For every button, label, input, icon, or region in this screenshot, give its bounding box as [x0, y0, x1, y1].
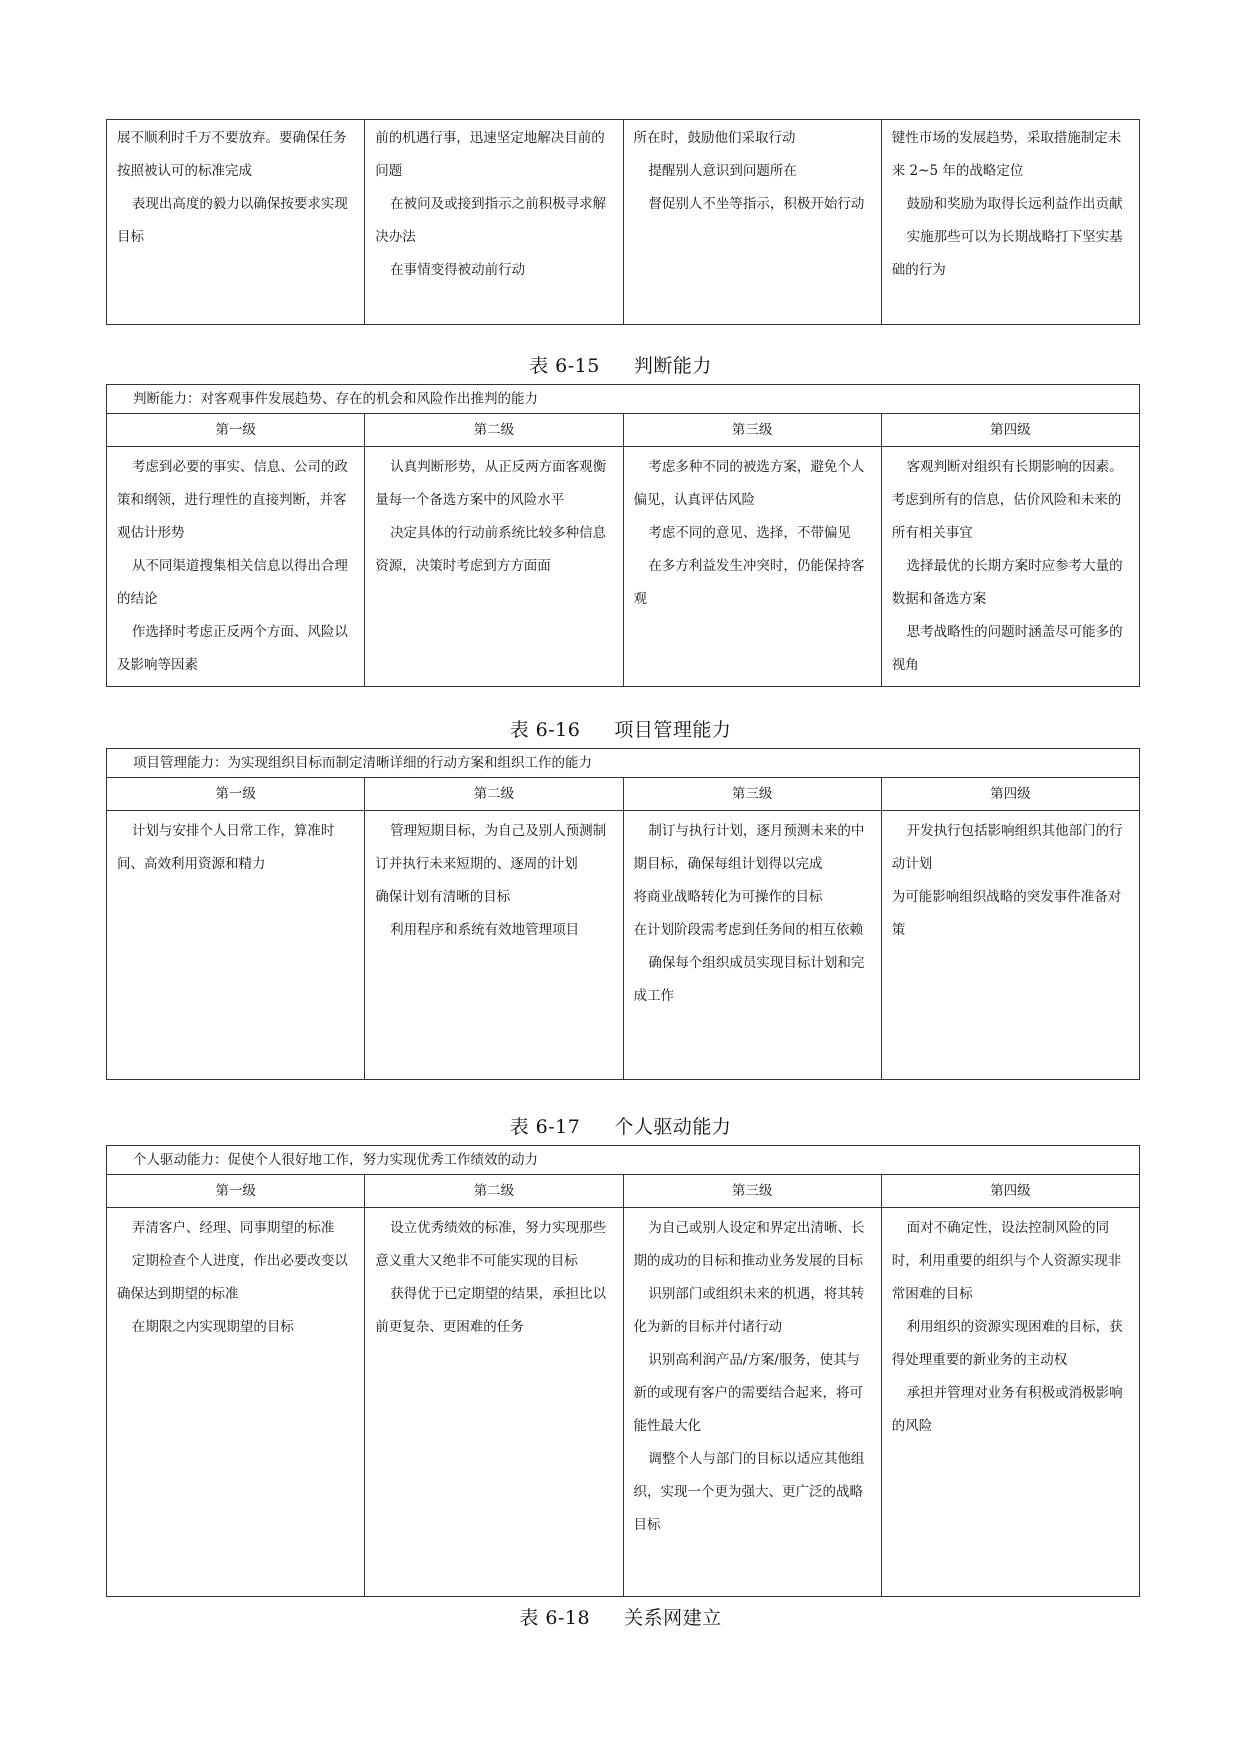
list-item: 利用程序和系统有效地管理项目: [390, 922, 580, 938]
list-item: 调整个人与部门的目标以适应其他组织，实现一个更为强大、更广泛的战略目标: [633, 1451, 865, 1533]
level-header: 第二级: [365, 414, 623, 447]
list-item: 面对不确定性，设法控制风险的同时，利用重要的组织与个人资源实现非常困难的目标: [891, 1220, 1122, 1302]
level-header: 第二级: [365, 778, 623, 811]
table-header-row: [107, 778, 1140, 811]
table-title: [0, 351, 1241, 378]
table-name: 个人驱动能力: [614, 1116, 732, 1138]
list-item: 督促别人不坐等指示，积极开始行动: [648, 196, 865, 212]
list-item: 键性市场的发展趋势，采取措施制定未来 2~5 年的战略定位: [891, 130, 1122, 179]
level-header: 第一级: [107, 414, 365, 447]
list-item: 为自己或别人设定和界定出清晰、长期的成功的目标和推动业务发展的目标: [633, 1220, 865, 1269]
table-title: [0, 715, 1241, 742]
level-cell: [365, 120, 623, 325]
list-item: 在被问及或接到指示之前积极寻求解决办法: [375, 196, 607, 245]
table-header-row: [107, 414, 1140, 447]
level-cell: [365, 811, 623, 1080]
table-title: [0, 1603, 1241, 1630]
list-item: 管理短期目标，为自己及别人预测制订并执行未来短期的、逐周的计划: [375, 823, 607, 872]
list-item: 开发执行包括影响组织其他部门的行动计划: [891, 823, 1123, 872]
list-item: 考虑不同的意见、选择，不带偏见: [648, 525, 851, 541]
list-item: 在多方利益发生冲突时，仍能保持客观: [633, 558, 865, 607]
table-row: [107, 1146, 1140, 1175]
list-item: 决定具体的行动前系统比较多种信息资源，决策时考虑到方方面面: [375, 525, 607, 574]
list-item: 利用组织的资源实现困难的目标，获得处理重要的新业务的主动权: [891, 1319, 1123, 1368]
level-header: 第一级: [107, 778, 365, 811]
level-header: 第四级: [881, 1175, 1139, 1208]
level-header: 第二级: [365, 1175, 623, 1208]
table-number: 表 6-15: [529, 355, 600, 377]
continued-table: [106, 119, 1140, 325]
table-row: [107, 447, 1140, 687]
level-cell: [881, 1208, 1139, 1597]
list-item: 前的机遇行事，迅速坚定地解决目前的问题: [375, 130, 605, 179]
list-item: 客观判断对组织有长期影响的因素。考虑到所有的信息，估价风险和未来的所有相关事宜: [891, 459, 1123, 541]
table-name: 关系网建立: [624, 1607, 722, 1629]
level-header: 第三级: [623, 778, 881, 811]
table-title: [0, 1112, 1241, 1139]
list-item: 选择最优的长期方案时应参考大量的数据和备选方案: [891, 558, 1123, 607]
level-cell: [623, 1208, 881, 1597]
list-item: 确保每个组织成员实现目标计划和完成工作: [633, 955, 865, 1004]
personal-drive-table: [106, 1145, 1140, 1597]
list-item: 展不顺利时千万不要放弃。要确保任务按照被认可的标准完成: [117, 130, 347, 179]
level-cell: [623, 811, 881, 1080]
list-item: 设立优秀绩效的标准，努力实现那些意义重大又绝非不可能实现的目标: [375, 1220, 607, 1269]
table-name: 判断能力: [633, 355, 712, 377]
list-item: 考虑多种不同的被选方案，避免个人偏见，认真评估风险: [633, 459, 865, 508]
list-item: 定期检查个人进度，作出必要改变以确保达到期望的标准: [117, 1253, 348, 1302]
list-item: 表现出高度的毅力以确保按要求实现目标: [117, 196, 348, 245]
table-number: 表 6-16: [509, 719, 581, 741]
list-item: 作选择时考虑正反两个方面、风险以及影响等因素: [117, 624, 348, 673]
list-item: 计划与安排个人日常工作，算准时间、高效利用资源和精力: [117, 823, 335, 872]
competency-description: 项目管理能力：为实现组织目标而制定清晰详细的行动方案和组织工作的能力: [107, 749, 1140, 778]
competency-description: 判断能力：对客观事件发展趋势、存在的机会和风险作出推判的能力: [107, 385, 1140, 414]
table-number: 表 6-18: [519, 1607, 591, 1629]
list-item: 承担并管理对业务有积极或消极影响的风险: [891, 1385, 1123, 1434]
table-row: [107, 1208, 1140, 1597]
list-item: 实施那些可以为长期战略打下坚实基础的行为: [891, 229, 1123, 278]
table-row: [107, 120, 1140, 325]
level-cell: [107, 1208, 365, 1597]
list-item: 考虑到必要的事实、信息、公司的政策和纲领，进行理性的直接判断，并客观估计形势: [117, 459, 348, 541]
list-item: 获得优于已定期望的结果，承担比以前更复杂、更困难的任务: [375, 1286, 607, 1335]
table-row: [107, 385, 1140, 414]
list-item: 识别部门或组织未来的机遇，将其转化为新的目标并付诸行动: [633, 1286, 865, 1335]
table-number: 表 6-17: [509, 1116, 581, 1138]
list-item: 从不同渠道搜集相关信息以得出合理的结论: [117, 558, 348, 607]
list-item: 鼓励和奖励为取得长远利益作出贡献: [906, 196, 1123, 212]
level-cell: [107, 447, 365, 687]
list-item: 在事情变得被动前行动: [390, 262, 526, 278]
table-row: [107, 749, 1140, 778]
level-header: 第一级: [107, 1175, 365, 1208]
level-cell: [365, 1208, 623, 1597]
level-cell: [107, 120, 365, 325]
level-cell: [881, 811, 1139, 1080]
table-header-row: [107, 1175, 1140, 1208]
project-management-table: [106, 748, 1140, 1080]
level-header: 第三级: [623, 1175, 881, 1208]
table-name: 项目管理能力: [614, 719, 732, 741]
competency-description: 个人驱动能力：促使个人很好地工作，努力实现优秀工作绩效的动力: [107, 1146, 1140, 1175]
list-item: 思考战略性的问题时涵盖尽可能多的视角: [891, 624, 1123, 673]
list-item: 所在时，鼓励他们采取行动: [633, 130, 796, 146]
table-row: [107, 811, 1140, 1080]
list-item: 提醒别人意识到问题所在: [648, 163, 797, 179]
level-cell: [623, 447, 881, 687]
level-header: 第四级: [881, 414, 1139, 447]
list-item: 确保计划有清晰的目标: [375, 889, 511, 905]
list-item: 在期限之内实现期望的目标: [131, 1319, 294, 1335]
list-item: 识别高利润产品/方案/服务，使其与新的或现有客户的需要结合起来，将可能性最大化: [633, 1352, 863, 1434]
level-header: 第三级: [623, 414, 881, 447]
list-item: 将商业战略转化为可操作的目标: [633, 889, 823, 905]
level-cell: [107, 811, 365, 1080]
level-header: 第四级: [881, 778, 1139, 811]
level-cell: [881, 120, 1139, 325]
list-item: 认真判断形势，从正反两方面客观衡量每一个备选方案中的风险水平: [375, 459, 607, 508]
list-item: 制订与执行计划，逐月预测未来的中期目标，确保每组计划得以完成: [633, 823, 865, 872]
list-item: 在计划阶段需考虑到任务间的相互依赖: [633, 922, 863, 938]
level-cell: [623, 120, 881, 325]
level-cell: [881, 447, 1139, 687]
level-cell: [365, 447, 623, 687]
list-item: 弄清客户、经理、同事期望的标准: [131, 1220, 335, 1236]
judgment-table: [106, 384, 1140, 687]
list-item: 为可能影响组织战略的突发事件准备对策: [891, 889, 1122, 938]
